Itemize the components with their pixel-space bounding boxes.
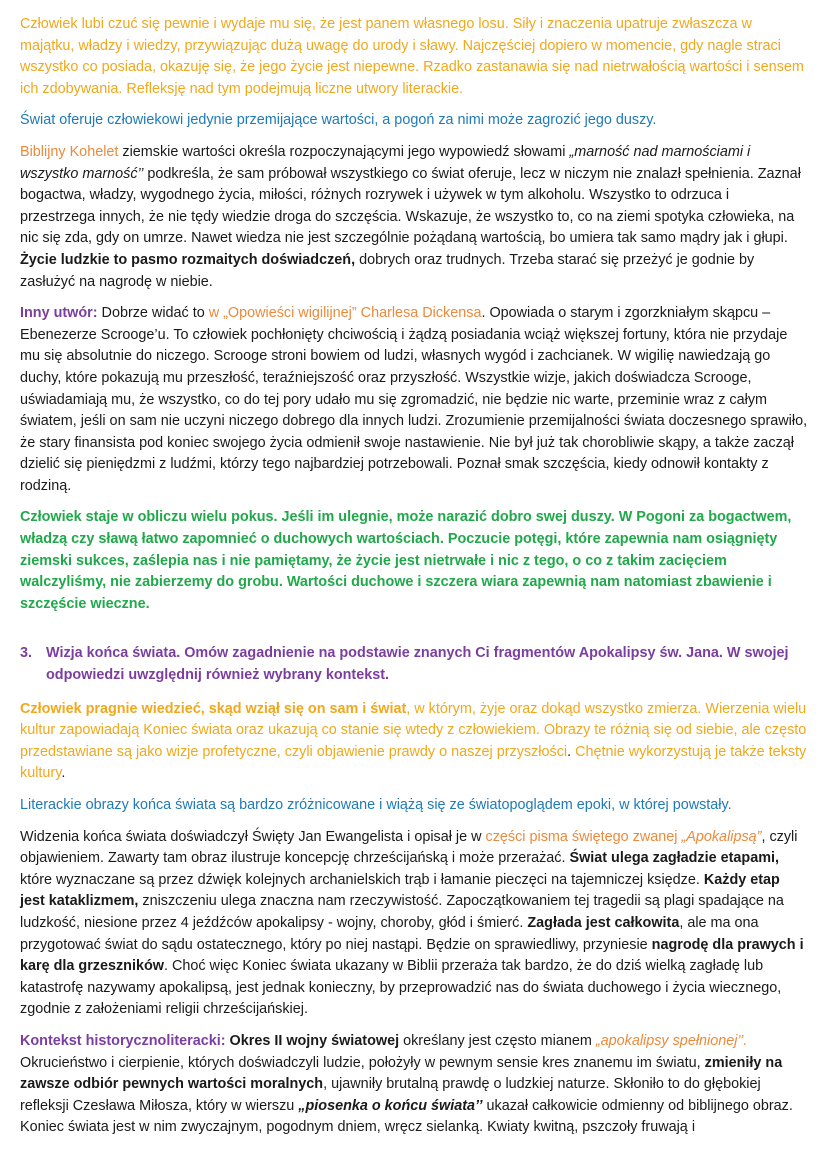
- apok-title: „Apokalipsą”: [681, 828, 762, 845]
- kohelet-text-2: podkreśla, że sam próbował wszystkiego co świat oferuje, lecz w niczym nie znalazł spełnienia. Zaznał bogactwa, władzy, wygodnego życia, miłości, różnych rozrywek i używek w tym alkoholu. Wszystko to odrzuca i przestrzega innych, że nie tędy wiedzie droga do szczęścia. Wskazuje, że wszystko to, co na ziemi spotyka człowieka, na nic się zda, gdy on umrze. Nawet wiedza nie jest szczególnie pożądaną wartością, bo umiera tak samo mądry jak i głupi.: [20, 165, 801, 247]
- apok-bold-3: Zagłada jest całkowita: [527, 914, 680, 931]
- kohelet-quote: „marność nad marnościami i wszystko marność’’: [20, 143, 751, 182]
- apok-text-2: , czyli objawieniem. Zawarty tam obraz ilustruje koncepcję chrześcijańską i może przerażać.: [20, 828, 798, 867]
- kontekst-paragraph: [20, 1031, 808, 1139]
- apok-bold-4: nagrodę dla prawych i karę dla grzeszników: [20, 936, 804, 975]
- intro2-text-2: Chętnie wykorzystują je także teksty kultury: [20, 743, 807, 782]
- kohelet-bold: Życie ludzkie to pasmo rozmaitych doświadczeń,: [20, 251, 356, 268]
- conclusion-paragraph: Człowiek staje w obliczu wielu pokus. Jeśli im ulegnie, może narazić dobro swej duszy. W Pogoni za bogactwem, władzą czy sławą łatwo zapomnieć o duchowych wartościach. Poczucie potęgi, które zapewnia nam osiągnięty ziemski sukces, zaślepia nas i nie pamiętamy, że życie jest nietrwałe i nic z tego, o co z takim zacięciem walczyliśmy, nie zabierzemy do grobu. Wartości duchowe i szczera wiara zapewnią nam natomiast zbawienie i szczęście wieczne.: [20, 509, 792, 612]
- dickens-title: w „Opowieści wigilijnej” Charlesa Dickensa: [208, 305, 482, 322]
- kontekst-label: Kontekst historycznoliteracki:: [20, 1032, 226, 1049]
- kontekst-bold-2: zmieniły na zawsze odbiór pewnych wartości moralnych: [20, 1054, 783, 1093]
- apok-text-6: . Choć więc Koniec świata ukazany w Biblii przeraża tak bardzo, że do dziś wielką zagładę lub katastrofę nazywamy apokalipsą, jest jednak konieczny, by przeprowadzić nas do świata duchowego i życia wiecznego, zgodnie z założeniami religii chrześcijańskiej.: [20, 958, 782, 1018]
- thesis2-paragraph: Literackie obrazy końca świata są bardzo zróżnicowane i wiążą się ze światopoglądem epoki, w której powstały.: [20, 797, 732, 813]
- apok-text-4: zniszczeniu ulega znaczna nam rzeczywistość. Zapoczątkowaniem tej tragedii są plagi spadające na ludzkość, niesione przez 4 jeźdźców apokalipsy - wojny, choroby, głód i śmierć.: [20, 893, 784, 931]
- kohelet-text-3: dobrych oraz trudnych. Trzeba starać się przeżyć je godnie by zasłużyć na nagrodę w niebie.: [20, 251, 755, 290]
- question-number: 3.: [20, 645, 33, 662]
- kohelet-paragraph: [20, 142, 808, 293]
- kontekst-quote-2: „piosenka o końcu świata’’: [298, 1097, 483, 1114]
- intro2-dot-1: .: [567, 743, 572, 760]
- kontekst-text-1: określany jest często mianem: [399, 1032, 596, 1049]
- intro-paragraph: Człowiek lubi czuć się pewnie i wydaje mu się, że jest panem własnego losu. Siły i znaczenia upatruje zwłaszcza w majątku, władzy i wiedzy, przywiązując dużą uwagę do urody i sławy. Najczęściej dopiero w momencie, gdy nagle straci wszystko co posiada, okazuję się, że jego życie jest niepewne. Rzadko zastanawia się nad nietrwałością wartości i sensem ich zdobywania. Refleksję nad tym podejmują liczne utwory literackie.: [20, 16, 804, 97]
- dickens-paragraph: [20, 303, 808, 497]
- kontekst-text-3: , ujawniły brutalną prawdę o ludzkiej naturze. Skłoniło to do głębokiej refleksji Czesława Miłosza, który w wierszu: [20, 1076, 761, 1114]
- apok-bold-2: Każdy etap jest kataklizmem,: [20, 871, 780, 910]
- question-3: [20, 643, 808, 686]
- intro2-text-1: , w którym, żyje oraz dokąd wszystko zmierza. Wierzenia wielu kultur zapowiadają Koniec świata oraz ukazują co stanie się wtedy z człowiekiem. Obrazy te różnią się od siebie, ale często przedstawiane są jako wizje profetyczne, czyli objawienie prawdy o naszej przyszłości: [20, 700, 807, 760]
- kontekst-text-2: Okrucieństwo i cierpienie, których doświadczyli ludzie, położyły w pewnym sensie kres znanemu im światu,: [20, 1054, 705, 1071]
- apok-bold-1: Świat ulega zagładzie etapami,: [569, 850, 779, 867]
- intro2-paragraph: [20, 699, 808, 785]
- apok-orange: części pisma świętego zwanej: [485, 828, 682, 845]
- dickens-text-2: . Opowiada o starym i zgorzkniałym skąpcu – Ebenezerze Scrooge’u. To człowiek pochłonięty chciwością i żądzą posiadania wciąż większej fortuny, która nie przydaje mu się absolutnie do niczego. Scrooge stroni bowiem od ludzi, własnych wygód i zachcianek. W wigilię nawiedzają go duchy, które pokazują mu przeszłość, teraźniejszość oraz przyszłość. Wszystkie wizje, jakich doświadcza Scrooge, uświadamiają mu, że wszystko, co do tej pory udało mu się zgromadzić, nie będzie nic warte, przeminie wraz z całym światem, jeśli on sam nie uczyni niczego dobrego dla innych ludzi. Zrozumienie przemijalności świata doczesnego sprawiło, że stary finansista pod koniec swojego życia odmienił swoje nastawienie. Nie był już tak chorobliwie skąpy, a także zaczął dzielić się pieniędzmi z ludźmi, którzy tego najbardziej potrzebowali. Poznał smak szczęścia, kiedy odnowił kontakty z rodziną.: [20, 305, 808, 494]
- kontekst-bold-1: Okres II wojny światowej: [229, 1032, 400, 1049]
- question-text: Wizja końca świata. Omów zagadnienie na podstawie znanych Ci fragmentów Apokalipsy św. Jana. W swojej odpowiedzi uwzględnij również wybrany kontekst.: [46, 645, 789, 684]
- kohelet-text-1: ziemskie wartości określa rozpoczynającymi jego wypowiedź słowami: [118, 143, 570, 160]
- dickens-text-1: Dobrze widać to: [97, 305, 209, 322]
- thesis-paragraph: Świat oferuje człowiekowi jedynie przemijające wartości, a pogoń za nimi może zagrozić jego duszy.: [20, 112, 657, 129]
- dickens-label: Inny utwór:: [20, 305, 98, 322]
- kohelet-label: Biblijny Kohelet: [20, 143, 119, 160]
- intro2-dot-2: .: [61, 765, 66, 782]
- apok-text-3: które wyznaczane są przez dźwięk kolejnych archanielskich trąb i łamanie pieczęci na tajemniczej księdze.: [20, 871, 704, 888]
- kontekst-text-4: ukazał całkowicie odmienny od biblijnego obraz. Koniec świata jest w nim zwyczajnym, pogodnym dniem, wręcz sielanką. Kwiaty kwitną, pszczoły fruwają i: [20, 1097, 793, 1136]
- kontekst-quote-1: „apokalipsy spełnionej’’.: [595, 1032, 748, 1049]
- apok-text-1: Widzenia końca świata doświadczył Święty Jan Ewangelista i opisał je w: [20, 828, 486, 845]
- apokalipsa-paragraph: [20, 827, 808, 1021]
- apok-text-5: , ale ma ona przygotować świat do sądu ostatecznego, który po niej nastąpi. Będzie on sprawiedliwy, przyniesie: [20, 914, 759, 953]
- intro2-bold: Człowiek pragnie wiedzieć, skąd wziął się on sam i świat: [20, 700, 407, 717]
